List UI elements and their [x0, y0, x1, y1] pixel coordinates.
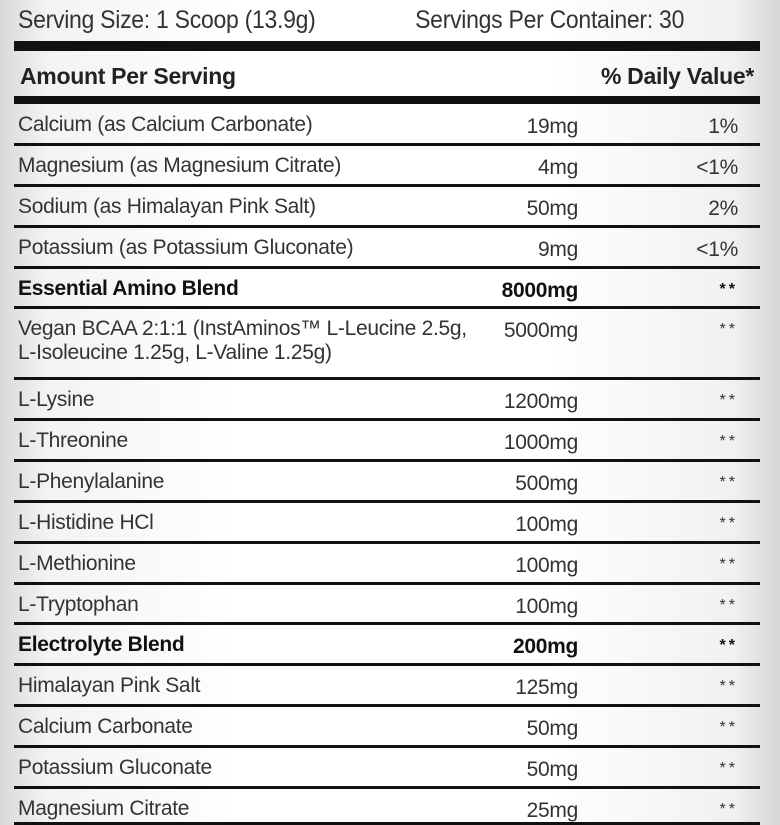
- ingredient-amount: 50mg: [526, 758, 578, 781]
- ingredient-amount: 1000mg: [503, 431, 578, 454]
- table-row: [14, 228, 760, 269]
- ingredient-name-line: Sodium (as Himalayan Pink Salt): [18, 195, 316, 218]
- ingredient-name: [18, 552, 136, 576]
- daily-value: **: [719, 321, 738, 338]
- ingredient-amount: 100mg: [515, 595, 578, 618]
- ingredient-name-line: Essential Amino Blend: [18, 277, 239, 300]
- ingredient-name-line: Potassium Gluconate: [18, 756, 212, 779]
- ingredient-name-line: Magnesium (as Magnesium Citrate): [18, 154, 342, 177]
- ingredient-amount: 100mg: [515, 513, 578, 536]
- ingredient-name: [18, 195, 316, 219]
- table-row: [14, 309, 760, 380]
- daily-value: **: [719, 760, 738, 777]
- column-header: [20, 58, 754, 94]
- servings-per-container: Servings Per Container: 30: [415, 5, 685, 34]
- table-row: [14, 503, 760, 544]
- ingredient-amount: 100mg: [515, 554, 578, 577]
- ingredient-name-line: L-Phenylalanine: [18, 470, 165, 493]
- daily-value: **: [719, 678, 738, 695]
- thick-divider-header: [14, 96, 760, 104]
- ingredient-name-line: L-Methionine: [18, 552, 136, 575]
- ingredient-name-line: L-Histidine HCl: [18, 511, 154, 534]
- daily-value: **: [719, 637, 738, 654]
- ingredient-amount: 8000mg: [501, 279, 578, 302]
- ingredient-name: [18, 511, 154, 535]
- table-row: [14, 462, 760, 503]
- ingredient-name: [18, 277, 238, 301]
- ingredient-name-line: Calcium (as Calcium Carbonate): [18, 113, 313, 136]
- daily-value: **: [719, 433, 738, 450]
- daily-value: **: [719, 281, 738, 298]
- ingredient-name: [18, 317, 467, 365]
- table-row: [14, 707, 760, 748]
- daily-value: **: [719, 392, 738, 409]
- daily-value: <1%: [696, 238, 738, 261]
- ingredient-name-line: Electrolyte Blend: [18, 633, 185, 656]
- ingredient-amount: 5000mg: [503, 319, 578, 342]
- ingredient-name-line: Magnesium Citrate: [18, 797, 190, 820]
- ingredient-name-line: Vegan BCAA 2:1:1 (InstAminos™ L-Leucine 2.5g,: [18, 317, 467, 340]
- table-row: [14, 269, 760, 309]
- table-row: [14, 544, 760, 585]
- daily-value: **: [719, 556, 738, 573]
- ingredient-name: [18, 756, 212, 780]
- ingredient-name-line: L-Tryptophan: [18, 593, 139, 616]
- table-row: [14, 789, 760, 825]
- serving-info-header: [18, 2, 684, 38]
- daily-value: **: [719, 801, 738, 818]
- ingredient-amount: 4mg: [538, 156, 578, 179]
- daily-value: 2%: [708, 197, 738, 220]
- ingredient-name-line: Potassium (as Potassium Gluconate): [18, 236, 354, 259]
- ingredient-amount: 125mg: [515, 676, 578, 699]
- ingredient-name: [18, 633, 184, 657]
- ingredient-name: [18, 715, 193, 739]
- ingredient-name-line: L-Isoleucine 1.25g, L-Valine 1.25g): [18, 341, 332, 364]
- table-row: [14, 748, 760, 789]
- table-row: [14, 380, 760, 421]
- table-row: [14, 105, 760, 146]
- daily-value: 1%: [708, 115, 738, 138]
- ingredient-amount: 200mg: [512, 635, 578, 658]
- ingredient-name-line: Himalayan Pink Salt: [18, 674, 201, 697]
- daily-value: **: [719, 719, 738, 736]
- ingredient-name: [18, 674, 200, 698]
- daily-value: **: [719, 597, 738, 614]
- ingredient-amount: 25mg: [526, 799, 578, 822]
- table-row: [14, 421, 760, 462]
- daily-value: <1%: [696, 156, 738, 179]
- table-row: [14, 187, 760, 228]
- thick-divider-top: [14, 41, 760, 51]
- ingredient-name: [18, 388, 94, 412]
- ingredient-name: [18, 593, 139, 617]
- table-row: [14, 666, 760, 707]
- ingredient-amount: 500mg: [515, 472, 578, 495]
- ingredient-amount: 19mg: [526, 115, 578, 138]
- daily-value-heading: % Daily Value*: [600, 62, 754, 89]
- ingredient-amount: 50mg: [526, 197, 578, 220]
- daily-value: **: [719, 515, 738, 532]
- serving-size: Serving Size: 1 Scoop (13.9g): [18, 5, 316, 34]
- ingredient-name: [18, 470, 164, 494]
- ingredient-name: [18, 236, 353, 260]
- ingredient-name: [18, 429, 128, 453]
- ingredient-name-line: Calcium Carbonate: [18, 715, 193, 738]
- ingredient-name: [18, 113, 312, 137]
- table-row: [14, 585, 760, 625]
- ingredient-amount: 50mg: [526, 717, 578, 740]
- table-row: [14, 625, 760, 666]
- ingredient-name: [18, 797, 189, 821]
- ingredient-amount: 9mg: [538, 238, 578, 261]
- table-row: [14, 146, 760, 187]
- amount-per-serving-heading: Amount Per Serving: [20, 62, 236, 89]
- ingredient-name: [18, 154, 341, 178]
- daily-value: **: [719, 474, 738, 491]
- ingredient-name-line: L-Threonine: [18, 429, 128, 452]
- ingredient-name-line: L-Lysine: [18, 388, 95, 411]
- ingredient-amount: 1200mg: [503, 390, 578, 413]
